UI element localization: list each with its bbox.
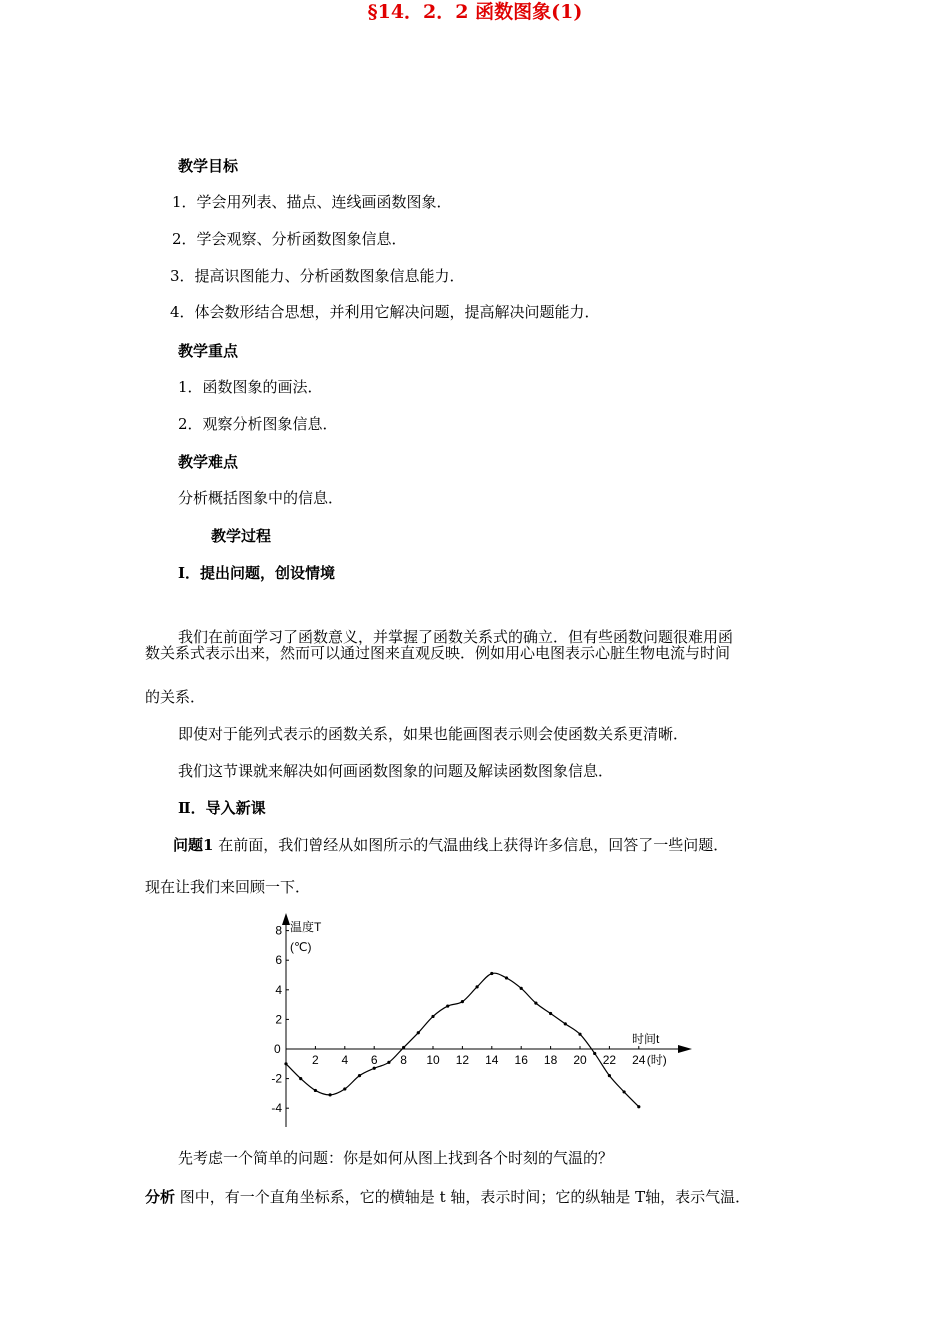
difficulties-heading: 教学难点 bbox=[178, 453, 239, 471]
y-tick-label: 8 bbox=[275, 923, 282, 938]
data-point bbox=[564, 1022, 567, 1025]
data-point bbox=[387, 1061, 390, 1064]
data-point bbox=[284, 1062, 287, 1065]
question-line: 现在让我们来回顾一下． bbox=[145, 878, 311, 896]
data-point bbox=[402, 1046, 405, 1049]
x-axis-label: 时间t bbox=[632, 1032, 660, 1046]
y-tick-label: 4 bbox=[275, 982, 282, 997]
origin-label: 0 bbox=[274, 1042, 281, 1056]
data-point bbox=[299, 1077, 302, 1080]
objective-item: 1．学会用列表、描点、连线画函数图象． bbox=[172, 193, 452, 211]
data-point bbox=[476, 985, 479, 988]
y-tick-label: 6 bbox=[275, 953, 282, 968]
x-tick-label: 12 bbox=[455, 1053, 470, 1067]
objective-item: 2．学会观察、分析函数图象信息． bbox=[172, 230, 407, 248]
data-point bbox=[593, 1052, 596, 1055]
data-point bbox=[520, 987, 523, 990]
x-tick-label: 2 bbox=[312, 1053, 319, 1067]
process-heading: 教学过程 bbox=[211, 527, 272, 545]
question-label: 问题1 bbox=[173, 836, 214, 854]
x-tick-label: 4 bbox=[341, 1053, 349, 1067]
temperature-curve bbox=[286, 973, 639, 1107]
objective-item: 3．提高识图能力、分析函数图象信息能力． bbox=[170, 267, 465, 285]
data-point bbox=[534, 1002, 537, 1005]
data-point bbox=[314, 1089, 317, 1092]
y-axis-arrow bbox=[282, 913, 290, 925]
y-axis-label: 温度T bbox=[290, 920, 322, 934]
question-line bbox=[173, 835, 728, 855]
data-point bbox=[329, 1093, 332, 1096]
x-tick-label: 16 bbox=[514, 1053, 528, 1067]
section1-paragraph: 我们这节课就来解决如何画函数图象的问题及解读函数图象信息． bbox=[178, 762, 614, 780]
x-tick-label: 22 bbox=[602, 1053, 617, 1067]
data-point bbox=[490, 972, 493, 975]
temperature-chart bbox=[268, 905, 708, 1135]
data-point bbox=[343, 1087, 346, 1090]
page-title: §14．2．2 函数图象(1) bbox=[367, 1, 583, 23]
data-point bbox=[446, 1004, 449, 1007]
data-point bbox=[623, 1090, 626, 1093]
key-point-item: 2．观察分析图象信息． bbox=[178, 415, 338, 433]
question-text: 在前面，我们曾经从如图所示的气温曲线上获得许多信息，回答了一些问题． bbox=[218, 836, 729, 854]
analysis-text: 图中，有一个直角坐标系，它的横轴是 t 轴，表示时间；它的纵轴是 T轴，表示气温． bbox=[179, 1188, 751, 1206]
y-tick-label: -4 bbox=[271, 1101, 282, 1116]
data-point bbox=[461, 1000, 464, 1003]
chart-ticks bbox=[271, 924, 666, 1116]
analysis-label: 分析 bbox=[145, 1188, 176, 1206]
data-point bbox=[373, 1067, 376, 1070]
objectives-heading: 教学目标 bbox=[178, 157, 239, 175]
y-tick-label: 2 bbox=[275, 1012, 282, 1027]
x-tick-label: 20 bbox=[573, 1053, 587, 1067]
data-point bbox=[549, 1012, 552, 1015]
x-axis-arrow bbox=[678, 1045, 692, 1053]
data-point bbox=[505, 976, 508, 979]
x-tick-label: 10 bbox=[426, 1053, 440, 1067]
x-tick-label: 18 bbox=[543, 1053, 558, 1067]
chart-axes bbox=[274, 913, 692, 1127]
chart-series bbox=[284, 972, 640, 1108]
y-tick-label: -2 bbox=[271, 1071, 282, 1086]
after-chart-text: 先考虑一个简单的问题：你是如何从图上找到各个时刻的气温的？ bbox=[178, 1149, 614, 1167]
data-point bbox=[608, 1074, 611, 1077]
x-tick-label: 14 bbox=[485, 1053, 499, 1067]
data-point bbox=[417, 1031, 420, 1034]
section1-heading: Ⅰ．提出问题，创设情境 bbox=[178, 564, 336, 582]
data-point bbox=[431, 1015, 434, 1018]
y-axis-unit: (℃) bbox=[290, 940, 312, 954]
x-tick-label: 24 bbox=[632, 1053, 646, 1067]
data-point bbox=[578, 1033, 581, 1036]
section1-paragraph-line: 我们在前面学习了函数意义，并掌握了函数关系式的确立．但有些函数问题很难用函 bbox=[178, 628, 734, 646]
x-tick-label: 8 bbox=[400, 1053, 407, 1067]
analysis-line bbox=[145, 1187, 750, 1207]
key-point-item: 1．函数图象的画法． bbox=[178, 378, 323, 396]
section1-paragraph-line: 的关系． bbox=[145, 688, 206, 706]
data-point bbox=[358, 1074, 361, 1077]
x-axis-unit: (时) bbox=[646, 1053, 667, 1067]
section2-heading: Ⅱ．导入新课 bbox=[178, 799, 266, 817]
x-tick-label: 6 bbox=[370, 1053, 378, 1067]
difficulties-text: 分析概括图象中的信息． bbox=[178, 489, 344, 507]
key-points-heading: 教学重点 bbox=[178, 342, 239, 360]
section1-paragraph-line: 数关系式表示出来，然而可以通过图来直观反映．例如用心电图表示心脏生物电流与时间 bbox=[145, 644, 731, 662]
objective-item: 4．体会数形结合思想，并利用它解决问题，提高解决问题能力． bbox=[170, 303, 600, 321]
section1-paragraph: 即使对于能列式表示的函数关系，如果也能画图表示则会使函数关系更清晰． bbox=[178, 725, 689, 743]
data-point bbox=[637, 1105, 640, 1108]
